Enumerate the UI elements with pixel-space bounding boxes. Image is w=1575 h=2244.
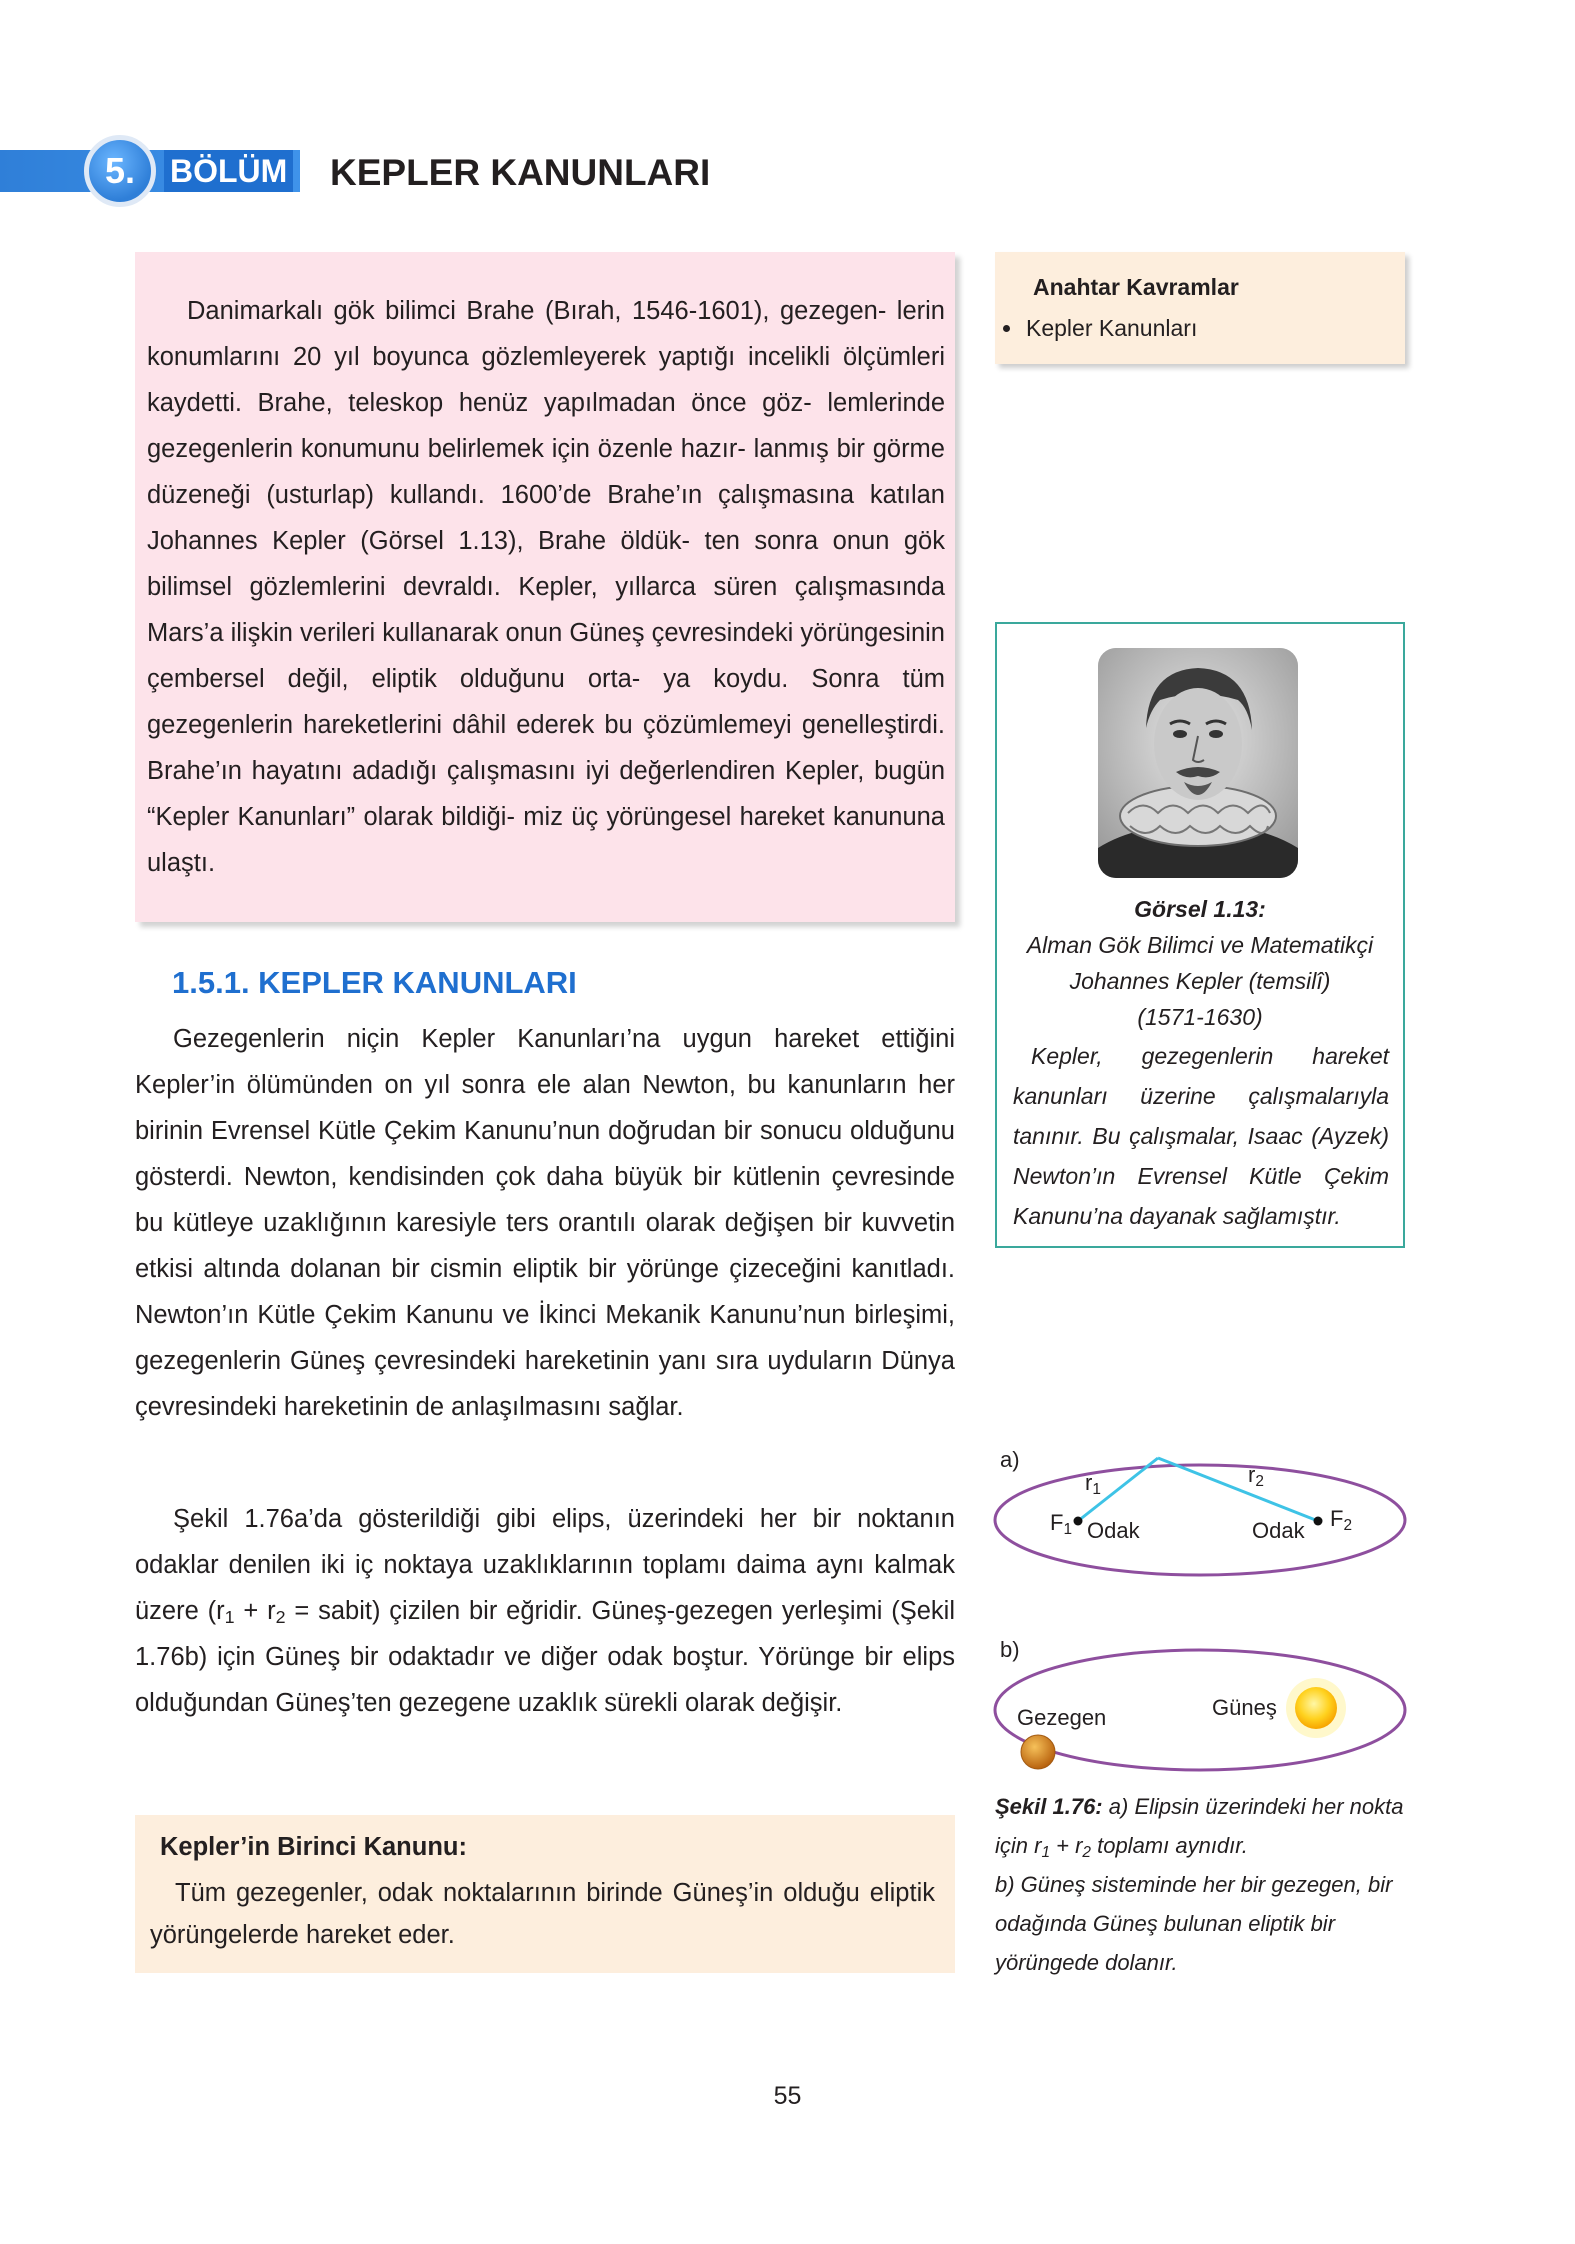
paragraph [135, 1496, 955, 1726]
law-box [135, 1815, 955, 1973]
r1-label [1085, 1470, 1101, 1496]
subscript: 2 [275, 1607, 286, 1627]
intro-line: çevresindeki yörüngesinin çembersel değil, eliptik olduğunu orta- [147, 619, 945, 693]
intro-line: lerin konumlarını 20 yıl boyunca gözlemleyerek yaptığı incelikli [147, 297, 945, 371]
chapter-number-badge: 5. [84, 135, 156, 207]
r2-letter: r [1248, 1462, 1256, 1487]
intro-box [135, 252, 955, 922]
f2-label [1330, 1506, 1352, 1532]
intro-line: lemlerinde gezegenlerin konumunu belirlemek için özenle hazır- [147, 389, 946, 463]
kepler-portrait-image [1098, 648, 1298, 878]
intro-line: iyi değerlendiren Kepler, bugün “Kepler Kanunları” olarak bildiği- [147, 757, 945, 831]
subscript: 1 [224, 1607, 235, 1627]
law-text: Tüm gezegenler, odak noktalarının birinde Güneş’in olduğu eliptik yörüngelerde hareket eder. [150, 1879, 935, 1949]
section-body-2 [135, 1496, 955, 1726]
law-title: Kepler’in Birinci Kanunu: [160, 1833, 467, 1861]
portrait-caption-dates: (1571-1630) [1137, 1004, 1263, 1030]
focus-right-label: Odak [1252, 1518, 1305, 1543]
f2-letter: F [1330, 1506, 1344, 1531]
intro-line: Danimarkalı gök bilimci Brahe (Bırah, 1546-1601), gezegen- [187, 297, 887, 325]
portrait-caption-text: Kepler, gezegenlerin hareket kanunları üzerine çalışmalarıyla tanınır. Bu çalışmalar, Isaac (Ayzek) Newton’ın Evrensel Kütle Çekim Kanunu’na dayanak sağlamıştır. [1013, 1043, 1389, 1229]
sun-icon [1295, 1687, 1337, 1729]
r2-label [1248, 1462, 1264, 1488]
key-concepts-title: Anahtar Kavramlar [1033, 274, 1239, 300]
intro-line: ten sonra onun gök bilimsel gözlemlerini devraldı. Kepler, yıllarca [147, 527, 945, 601]
chapter-label: BÖLÜM [164, 150, 293, 192]
f1-letter: F [1050, 1510, 1064, 1535]
sun-label: Güneş [1212, 1695, 1277, 1720]
page-number: 55 [773, 2082, 802, 2110]
intro-paragraph [147, 288, 945, 886]
intro-line: ölçümleri kaydetti. Brahe, teleskop henüz yapılmadan önce göz- [147, 343, 945, 417]
focus-right-dot [1314, 1517, 1323, 1526]
subscript: 1 [1063, 1521, 1073, 1538]
planet-icon [1021, 1735, 1055, 1769]
section-heading: 1.5.1. KEPLER KANUNLARI [172, 965, 577, 1000]
page-title: KEPLER KANUNLARI [330, 152, 711, 193]
subscript: 1 [1041, 1844, 1051, 1861]
intro-line: süren çalışmasında Mars’a ilişkin verileri kullanarak onun Güneş [147, 573, 946, 647]
intro-line: çalışmasına katılan Johannes Kepler (Görsel 1.13), Brahe öldük- [147, 481, 945, 555]
planet-label: Gezegen [1017, 1705, 1107, 1730]
intro-line: ya koydu. Sonra tüm gezegenlerin hareketlerini dâhil ederek bu [147, 665, 945, 739]
key-concept-label: Kepler Kanunları [1026, 315, 1198, 341]
focus-left-dot [1074, 1517, 1083, 1526]
section-body-1 [135, 1016, 955, 1430]
bullet-icon [1003, 325, 1010, 332]
subscript: 2 [1343, 1517, 1353, 1534]
f1-label [1050, 1510, 1072, 1536]
portrait-caption-line: Alman Gök Bilimci ve Matematikçi [1026, 932, 1374, 958]
caption-text: toplamı aynıdır. [1090, 1833, 1248, 1858]
caption-text: a) Elipsin üzerindeki her nokta için r [995, 1794, 1404, 1858]
subscript: 1 [1092, 1481, 1101, 1498]
figure-label-b: b) [1000, 1637, 1020, 1662]
intro-line: lanmış bir görme düzeneği (usturlap) kullandı. 1600’de Brahe’ın [147, 435, 945, 509]
text-run: = sabit) çizilen bir eğridir. Güneş-gezegen yerleşimi (Şekil 1.76b) için Güneş bir odaktadır ve diğer odak boştur. Yörünge bir elips olduğundan Güneş’ten gezegene uzaklık sürekli olarak değişir. [135, 1597, 956, 1717]
figure-label-a: a) [1000, 1447, 1020, 1472]
focus-left-label: Odak [1087, 1518, 1140, 1543]
r1-letter: r [1085, 1470, 1093, 1495]
caption-text: + r [1050, 1833, 1083, 1858]
portrait-caption-title: Görsel 1.13: [1134, 896, 1266, 922]
portrait-caption-line: Johannes Kepler (temsilî) [1069, 968, 1331, 994]
subscript: 2 [1255, 1473, 1264, 1490]
figure-caption-title: Şekil 1.76: [995, 1794, 1103, 1819]
intro-line: çözümlemeyi genelleştirdi. Brahe’ın hayatını adadığı çalışmasını [147, 711, 945, 785]
r2-line [1158, 1458, 1318, 1521]
paragraph: Gezegenlerin niçin Kepler Kanunları’na uygun hareket ettiğini Kepler’in ölümünden on yıl sonra ele alan Newton, bu kanunların her birinin Evrensel Kütle Çekim Kanunu’nun doğrudan bir sonucu olduğunu gösterdi. Newton, kendisinden çok daha büyük bir kütlenin çevresinde bu kütleye uzaklığının karesiyle ters orantılı olarak değişen bir kuvvetin etkisi altında dolanan bir cismin eliptik bir yörünge çizeceğini kanıtladı. Newton’ın Kütle Çekim Kanunu ve İkinci Mekanik Kanunu’nun birleşimi, gezegenlerin Güneş çevresindeki hareketinin yanı sıra uyduların Dünya çevresindeki hareketinin de anlaşılmasını sağlar. [135, 1025, 955, 1421]
caption-text: b) Güneş sisteminde her bir gezegen, bir odağında Güneş bulunan eliptik bir yörüngede dolanır. [995, 1872, 1393, 1975]
subscript: 2 [1082, 1844, 1091, 1861]
key-concepts-box [995, 252, 1405, 364]
text-run: Şekil 1.76a’da gösterildiği gibi elips, üzerindeki her bir noktanın odaklar denilen iki iç noktaya uzaklıklarının toplamı daima aynı kalmak üzere (r [135, 1505, 955, 1625]
text-run: + r [234, 1597, 276, 1625]
intro-line: miz üç yörüngesel hareket kanununa ulaştı. [147, 803, 945, 877]
figure-caption [995, 1787, 1405, 1982]
key-concept-item [1003, 315, 1405, 342]
